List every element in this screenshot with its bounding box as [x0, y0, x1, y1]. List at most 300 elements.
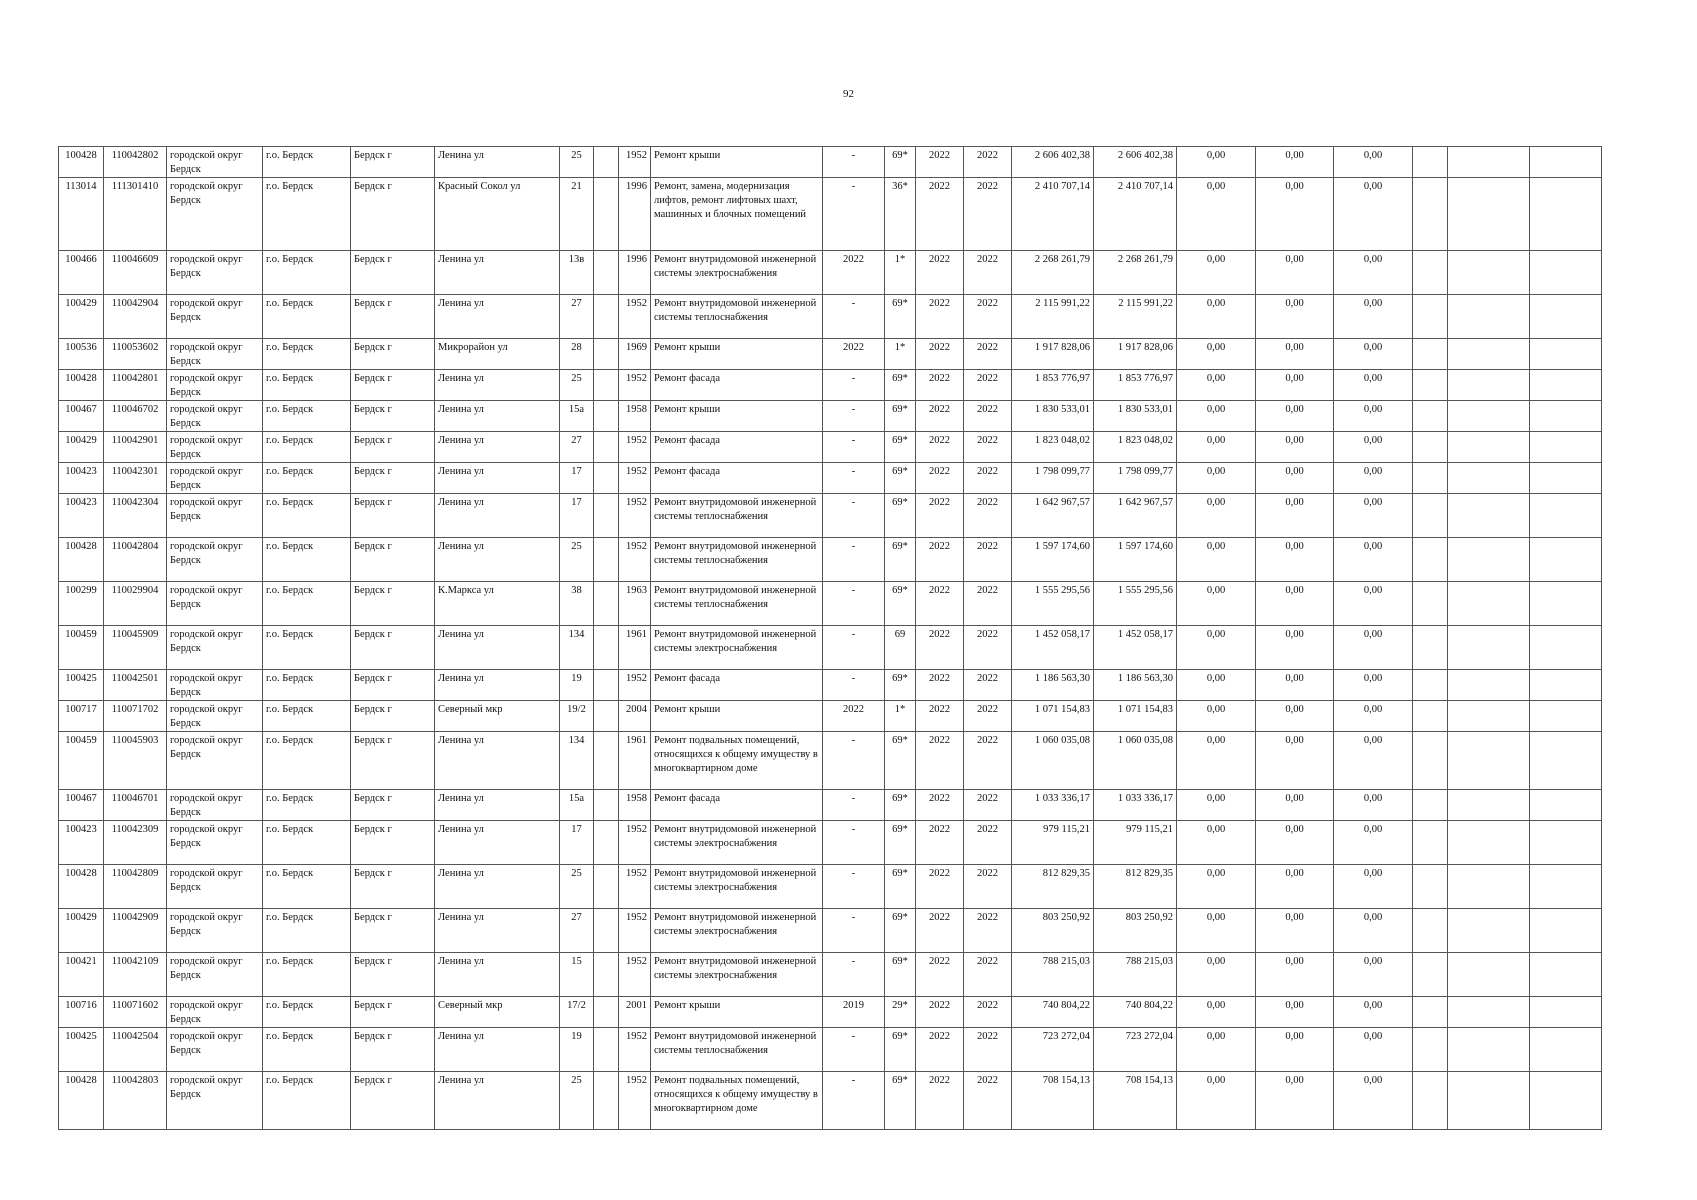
cell-extra-3 [1530, 251, 1602, 295]
cell-work-type: Ремонт внутридомовой инженерной системы электроснабжения [651, 865, 823, 909]
cell-plan-end-year: 2022 [964, 401, 1012, 432]
cell-house-number: 19 [560, 670, 594, 701]
cell-house-number: 17 [560, 494, 594, 538]
cell-total-cost: 1 823 048,02 [1012, 432, 1094, 463]
cell-street: Ленина ул [435, 1072, 560, 1130]
cell-object-code: 100429 [59, 295, 104, 339]
cell-house-number: 19/2 [560, 701, 594, 732]
cell-object-code: 100423 [59, 463, 104, 494]
cell-house-number: 134 [560, 626, 594, 670]
cell-street: Ленина ул [435, 732, 560, 790]
cell-fund-cost: 1 642 967,57 [1094, 494, 1177, 538]
cell-object-code: 100425 [59, 670, 104, 701]
cell-locality: Бердск г [351, 463, 435, 494]
cell-record-code: 110042804 [104, 538, 167, 582]
cell-wear-percent: 36* [885, 178, 916, 251]
cell-district: г.о. Бердск [263, 401, 351, 432]
cell-local-budget: 0,00 [1256, 670, 1334, 701]
cell-work-type: Ремонт внутридомовой инженерной системы электроснабжения [651, 626, 823, 670]
cell-building-letter [594, 538, 619, 582]
cell-regional-budget: 0,00 [1177, 432, 1256, 463]
cell-district: г.о. Бердск [263, 909, 351, 953]
cell-plan-start-year: 2022 [916, 953, 964, 997]
cell-street: Ленина ул [435, 790, 560, 821]
cell-municipality: городской округ Бердск [167, 370, 263, 401]
cell-owners-funds: 0,00 [1334, 494, 1413, 538]
cell-object-code: 100467 [59, 790, 104, 821]
cell-building-letter [594, 582, 619, 626]
cell-record-code: 110046701 [104, 790, 167, 821]
cell-plan-start-year: 2022 [916, 494, 964, 538]
cell-local-budget: 0,00 [1256, 432, 1334, 463]
cell-fund-cost: 1 452 058,17 [1094, 626, 1177, 670]
cell-total-cost: 1 033 336,17 [1012, 790, 1094, 821]
cell-owners-funds: 0,00 [1334, 401, 1413, 432]
table-row [59, 178, 1602, 251]
cell-extra-3 [1530, 339, 1602, 370]
table-row [59, 1072, 1602, 1130]
cell-local-budget: 0,00 [1256, 582, 1334, 626]
cell-record-code: 110042909 [104, 909, 167, 953]
cell-local-budget: 0,00 [1256, 295, 1334, 339]
cell-owners-funds: 0,00 [1334, 1072, 1413, 1130]
cell-house-number: 25 [560, 370, 594, 401]
cell-municipality: городской округ Бердск [167, 494, 263, 538]
cell-build-year: 1952 [619, 1028, 651, 1072]
cell-object-code: 100421 [59, 953, 104, 997]
cell-district: г.о. Бердск [263, 370, 351, 401]
cell-last-repair-year: - [823, 370, 885, 401]
cell-record-code: 110046609 [104, 251, 167, 295]
cell-extra-1 [1413, 432, 1448, 463]
cell-record-code: 110029904 [104, 582, 167, 626]
cell-building-letter [594, 1028, 619, 1072]
cell-extra-3 [1530, 1072, 1602, 1130]
cell-plan-end-year: 2022 [964, 953, 1012, 997]
cell-owners-funds: 0,00 [1334, 463, 1413, 494]
cell-build-year: 1952 [619, 1072, 651, 1130]
cell-last-repair-year: 2019 [823, 997, 885, 1028]
cell-extra-3 [1530, 701, 1602, 732]
cell-street: Ленина ул [435, 953, 560, 997]
cell-owners-funds: 0,00 [1334, 821, 1413, 865]
cell-street: Ленина ул [435, 401, 560, 432]
table-row [59, 339, 1602, 370]
cell-local-budget: 0,00 [1256, 909, 1334, 953]
cell-work-type: Ремонт крыши [651, 701, 823, 732]
cell-wear-percent: 69* [885, 670, 916, 701]
table-row [59, 147, 1602, 178]
cell-extra-2 [1448, 670, 1530, 701]
cell-locality: Бердск г [351, 178, 435, 251]
cell-municipality: городской округ Бердск [167, 732, 263, 790]
cell-object-code: 100428 [59, 1072, 104, 1130]
cell-district: г.о. Бердск [263, 1028, 351, 1072]
cell-work-type: Ремонт фасада [651, 463, 823, 494]
cell-total-cost: 1 597 174,60 [1012, 538, 1094, 582]
cell-last-repair-year: - [823, 626, 885, 670]
cell-building-letter [594, 909, 619, 953]
cell-building-letter [594, 865, 619, 909]
cell-total-cost: 2 268 261,79 [1012, 251, 1094, 295]
cell-regional-budget: 0,00 [1177, 147, 1256, 178]
cell-extra-1 [1413, 463, 1448, 494]
cell-plan-start-year: 2022 [916, 821, 964, 865]
cell-plan-start-year: 2022 [916, 339, 964, 370]
cell-extra-2 [1448, 953, 1530, 997]
cell-locality: Бердск г [351, 1072, 435, 1130]
cell-total-cost: 1 798 099,77 [1012, 463, 1094, 494]
cell-build-year: 1963 [619, 582, 651, 626]
cell-street: Северный мкр [435, 701, 560, 732]
cell-owners-funds: 0,00 [1334, 997, 1413, 1028]
cell-record-code: 110042803 [104, 1072, 167, 1130]
cell-record-code: 110053602 [104, 339, 167, 370]
cell-plan-start-year: 2022 [916, 865, 964, 909]
cell-local-budget: 0,00 [1256, 732, 1334, 790]
cell-locality: Бердск г [351, 582, 435, 626]
cell-build-year: 1952 [619, 670, 651, 701]
cell-last-repair-year: - [823, 178, 885, 251]
cell-plan-start-year: 2022 [916, 626, 964, 670]
cell-plan-start-year: 2022 [916, 538, 964, 582]
cell-record-code: 110042309 [104, 821, 167, 865]
cell-municipality: городской округ Бердск [167, 1072, 263, 1130]
cell-extra-3 [1530, 1028, 1602, 1072]
cell-house-number: 25 [560, 1072, 594, 1130]
table-row [59, 463, 1602, 494]
cell-last-repair-year: - [823, 865, 885, 909]
cell-street: Ленина ул [435, 626, 560, 670]
cell-last-repair-year: 2022 [823, 251, 885, 295]
cell-owners-funds: 0,00 [1334, 147, 1413, 178]
cell-extra-2 [1448, 701, 1530, 732]
cell-locality: Бердск г [351, 821, 435, 865]
cell-building-letter [594, 701, 619, 732]
cell-total-cost: 979 115,21 [1012, 821, 1094, 865]
cell-plan-start-year: 2022 [916, 670, 964, 701]
table-row [59, 626, 1602, 670]
cell-owners-funds: 0,00 [1334, 339, 1413, 370]
cell-build-year: 2004 [619, 701, 651, 732]
cell-street: Ленина ул [435, 821, 560, 865]
cell-fund-cost: 1 853 776,97 [1094, 370, 1177, 401]
cell-wear-percent: 69* [885, 538, 916, 582]
cell-work-type: Ремонт внутридомовой инженерной системы электроснабжения [651, 953, 823, 997]
cell-street: Ленина ул [435, 370, 560, 401]
table-row [59, 538, 1602, 582]
cell-total-cost: 723 272,04 [1012, 1028, 1094, 1072]
cell-house-number: 15а [560, 790, 594, 821]
cell-regional-budget: 0,00 [1177, 701, 1256, 732]
cell-regional-budget: 0,00 [1177, 732, 1256, 790]
cell-build-year: 1958 [619, 790, 651, 821]
cell-last-repair-year: - [823, 1072, 885, 1130]
cell-owners-funds: 0,00 [1334, 295, 1413, 339]
cell-street: Северный мкр [435, 997, 560, 1028]
cell-street: Микрорайон ул [435, 339, 560, 370]
cell-building-letter [594, 251, 619, 295]
cell-municipality: городской округ Бердск [167, 790, 263, 821]
cell-building-letter [594, 790, 619, 821]
cell-municipality: городской округ Бердск [167, 582, 263, 626]
cell-extra-1 [1413, 582, 1448, 626]
cell-district: г.о. Бердск [263, 626, 351, 670]
cell-object-code: 100428 [59, 147, 104, 178]
cell-record-code: 110042802 [104, 147, 167, 178]
cell-house-number: 27 [560, 432, 594, 463]
cell-building-letter [594, 732, 619, 790]
cell-owners-funds: 0,00 [1334, 626, 1413, 670]
cell-locality: Бердск г [351, 494, 435, 538]
cell-locality: Бердск г [351, 538, 435, 582]
cell-build-year: 1952 [619, 909, 651, 953]
cell-record-code: 110042501 [104, 670, 167, 701]
cell-house-number: 15 [560, 953, 594, 997]
table-row [59, 701, 1602, 732]
cell-extra-1 [1413, 1028, 1448, 1072]
cell-record-code: 110042109 [104, 953, 167, 997]
cell-extra-2 [1448, 251, 1530, 295]
cell-extra-3 [1530, 790, 1602, 821]
cell-plan-end-year: 2022 [964, 626, 1012, 670]
cell-build-year: 1961 [619, 732, 651, 790]
cell-work-type: Ремонт внутридомовой инженерной системы теплоснабжения [651, 538, 823, 582]
cell-last-repair-year: - [823, 401, 885, 432]
cell-street: Ленина ул [435, 295, 560, 339]
cell-plan-start-year: 2022 [916, 147, 964, 178]
cell-house-number: 27 [560, 295, 594, 339]
cell-extra-1 [1413, 178, 1448, 251]
cell-fund-cost: 1 186 563,30 [1094, 670, 1177, 701]
cell-total-cost: 740 804,22 [1012, 997, 1094, 1028]
cell-street: Ленина ул [435, 670, 560, 701]
cell-extra-1 [1413, 865, 1448, 909]
cell-district: г.о. Бердск [263, 1072, 351, 1130]
cell-regional-budget: 0,00 [1177, 790, 1256, 821]
table-row [59, 865, 1602, 909]
cell-extra-2 [1448, 494, 1530, 538]
cell-owners-funds: 0,00 [1334, 701, 1413, 732]
cell-extra-1 [1413, 494, 1448, 538]
cell-extra-2 [1448, 432, 1530, 463]
cell-house-number: 28 [560, 339, 594, 370]
cell-municipality: городской округ Бердск [167, 701, 263, 732]
cell-record-code: 110042809 [104, 865, 167, 909]
cell-wear-percent: 1* [885, 339, 916, 370]
cell-fund-cost: 1 033 336,17 [1094, 790, 1177, 821]
cell-extra-2 [1448, 401, 1530, 432]
cell-fund-cost: 723 272,04 [1094, 1028, 1177, 1072]
cell-fund-cost: 1 060 035,08 [1094, 732, 1177, 790]
cell-street: Ленина ул [435, 909, 560, 953]
cell-locality: Бердск г [351, 401, 435, 432]
cell-district: г.о. Бердск [263, 670, 351, 701]
cell-extra-1 [1413, 295, 1448, 339]
cell-total-cost: 2 410 707,14 [1012, 178, 1094, 251]
cell-fund-cost: 2 410 707,14 [1094, 178, 1177, 251]
cell-last-repair-year: 2022 [823, 701, 885, 732]
cell-fund-cost: 1 823 048,02 [1094, 432, 1177, 463]
cell-total-cost: 1 186 563,30 [1012, 670, 1094, 701]
cell-regional-budget: 0,00 [1177, 582, 1256, 626]
cell-fund-cost: 788 215,03 [1094, 953, 1177, 997]
cell-locality: Бердск г [351, 1028, 435, 1072]
cell-locality: Бердск г [351, 701, 435, 732]
cell-extra-1 [1413, 626, 1448, 670]
cell-object-code: 100423 [59, 821, 104, 865]
cell-owners-funds: 0,00 [1334, 1028, 1413, 1072]
cell-record-code: 110042301 [104, 463, 167, 494]
cell-wear-percent: 69* [885, 295, 916, 339]
cell-total-cost: 1 830 533,01 [1012, 401, 1094, 432]
cell-municipality: городской округ Бердск [167, 339, 263, 370]
cell-plan-start-year: 2022 [916, 295, 964, 339]
cell-extra-1 [1413, 821, 1448, 865]
cell-regional-budget: 0,00 [1177, 953, 1256, 997]
cell-owners-funds: 0,00 [1334, 538, 1413, 582]
cell-building-letter [594, 401, 619, 432]
cell-object-code: 100425 [59, 1028, 104, 1072]
cell-plan-end-year: 2022 [964, 147, 1012, 178]
cell-work-type: Ремонт, замена, модернизация лифтов, ремонт лифтовых шахт, машинных и блочных помещений [651, 178, 823, 251]
cell-regional-budget: 0,00 [1177, 909, 1256, 953]
cell-house-number: 25 [560, 147, 594, 178]
cell-fund-cost: 1 555 295,56 [1094, 582, 1177, 626]
cell-plan-start-year: 2022 [916, 463, 964, 494]
cell-wear-percent: 69* [885, 909, 916, 953]
repair-table [58, 146, 1602, 1130]
cell-fund-cost: 708 154,13 [1094, 1072, 1177, 1130]
cell-local-budget: 0,00 [1256, 494, 1334, 538]
cell-district: г.о. Бердск [263, 790, 351, 821]
cell-locality: Бердск г [351, 790, 435, 821]
cell-build-year: 1961 [619, 626, 651, 670]
cell-owners-funds: 0,00 [1334, 953, 1413, 997]
cell-wear-percent: 1* [885, 701, 916, 732]
cell-extra-1 [1413, 251, 1448, 295]
cell-work-type: Ремонт подвальных помещений, относящихся к общему имуществу в многоквартирном доме [651, 1072, 823, 1130]
cell-building-letter [594, 432, 619, 463]
cell-municipality: городской округ Бердск [167, 147, 263, 178]
cell-local-budget: 0,00 [1256, 701, 1334, 732]
cell-work-type: Ремонт внутридомовой инженерной системы теплоснабжения [651, 295, 823, 339]
cell-extra-2 [1448, 1028, 1530, 1072]
cell-last-repair-year: - [823, 538, 885, 582]
cell-total-cost: 1 642 967,57 [1012, 494, 1094, 538]
cell-wear-percent: 69* [885, 432, 916, 463]
cell-district: г.о. Бердск [263, 538, 351, 582]
table-body [59, 147, 1602, 1130]
cell-build-year: 2001 [619, 997, 651, 1028]
cell-house-number: 25 [560, 538, 594, 582]
cell-fund-cost: 1 597 174,60 [1094, 538, 1177, 582]
cell-object-code: 100716 [59, 997, 104, 1028]
cell-regional-budget: 0,00 [1177, 463, 1256, 494]
cell-building-letter [594, 370, 619, 401]
cell-building-letter [594, 997, 619, 1028]
cell-local-budget: 0,00 [1256, 370, 1334, 401]
cell-plan-end-year: 2022 [964, 494, 1012, 538]
cell-work-type: Ремонт внутридомовой инженерной системы теплоснабжения [651, 1028, 823, 1072]
cell-plan-end-year: 2022 [964, 370, 1012, 401]
cell-extra-2 [1448, 582, 1530, 626]
cell-record-code: 110045903 [104, 732, 167, 790]
cell-plan-end-year: 2022 [964, 997, 1012, 1028]
cell-wear-percent: 69* [885, 401, 916, 432]
cell-street: Красный Сокол ул [435, 178, 560, 251]
cell-building-letter [594, 295, 619, 339]
cell-build-year: 1952 [619, 953, 651, 997]
cell-extra-1 [1413, 370, 1448, 401]
cell-object-code: 100467 [59, 401, 104, 432]
cell-wear-percent: 69 [885, 626, 916, 670]
table-row [59, 251, 1602, 295]
cell-municipality: городской округ Бердск [167, 909, 263, 953]
cell-municipality: городской округ Бердск [167, 463, 263, 494]
cell-regional-budget: 0,00 [1177, 821, 1256, 865]
cell-fund-cost: 979 115,21 [1094, 821, 1177, 865]
cell-plan-end-year: 2022 [964, 295, 1012, 339]
cell-extra-2 [1448, 865, 1530, 909]
cell-fund-cost: 1 798 099,77 [1094, 463, 1177, 494]
cell-street: Ленина ул [435, 538, 560, 582]
cell-extra-3 [1530, 538, 1602, 582]
cell-object-code: 100299 [59, 582, 104, 626]
cell-municipality: городской округ Бердск [167, 295, 263, 339]
table-row [59, 953, 1602, 997]
cell-work-type: Ремонт крыши [651, 401, 823, 432]
cell-object-code: 100423 [59, 494, 104, 538]
cell-plan-end-year: 2022 [964, 865, 1012, 909]
cell-last-repair-year: - [823, 953, 885, 997]
cell-record-code: 110042801 [104, 370, 167, 401]
cell-district: г.о. Бердск [263, 178, 351, 251]
cell-plan-end-year: 2022 [964, 732, 1012, 790]
table-row [59, 494, 1602, 538]
cell-district: г.о. Бердск [263, 732, 351, 790]
cell-building-letter [594, 339, 619, 370]
cell-plan-end-year: 2022 [964, 538, 1012, 582]
cell-last-repair-year: - [823, 670, 885, 701]
cell-building-letter [594, 463, 619, 494]
cell-work-type: Ремонт крыши [651, 997, 823, 1028]
cell-object-code: 100466 [59, 251, 104, 295]
cell-regional-budget: 0,00 [1177, 670, 1256, 701]
cell-plan-start-year: 2022 [916, 178, 964, 251]
cell-extra-2 [1448, 626, 1530, 670]
cell-extra-2 [1448, 463, 1530, 494]
cell-plan-end-year: 2022 [964, 790, 1012, 821]
cell-regional-budget: 0,00 [1177, 251, 1256, 295]
cell-object-code: 100428 [59, 370, 104, 401]
cell-last-repair-year: - [823, 1028, 885, 1072]
cell-extra-3 [1530, 178, 1602, 251]
table-row [59, 790, 1602, 821]
cell-work-type: Ремонт внутридомовой инженерной системы электроснабжения [651, 251, 823, 295]
cell-extra-3 [1530, 732, 1602, 790]
cell-locality: Бердск г [351, 295, 435, 339]
cell-plan-start-year: 2022 [916, 1028, 964, 1072]
cell-work-type: Ремонт крыши [651, 147, 823, 178]
cell-plan-start-year: 2022 [916, 701, 964, 732]
cell-fund-cost: 1 830 533,01 [1094, 401, 1177, 432]
cell-object-code: 113014 [59, 178, 104, 251]
cell-extra-1 [1413, 790, 1448, 821]
cell-owners-funds: 0,00 [1334, 178, 1413, 251]
cell-district: г.о. Бердск [263, 821, 351, 865]
cell-district: г.о. Бердск [263, 339, 351, 370]
